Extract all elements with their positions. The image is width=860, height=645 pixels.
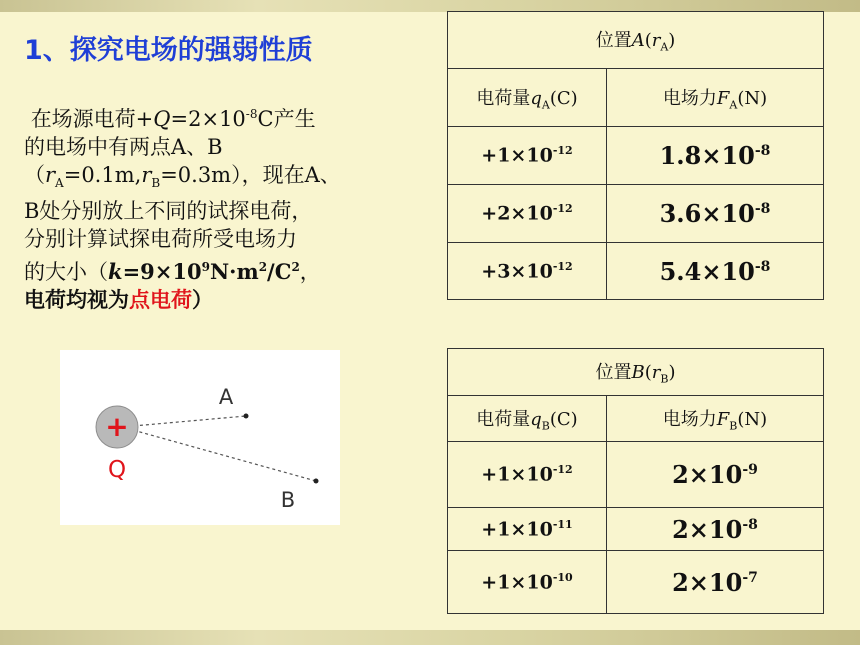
table-b-r3-charge: $+1\times 10^{-10}$ <box>448 551 607 614</box>
charge-plus-sign: + <box>105 410 129 443</box>
table-row <box>448 185 824 243</box>
table-b-header: 位置$B(r_B)$ <box>448 349 824 396</box>
para-line-2: 的电场中有两点A、B <box>24 135 223 159</box>
table-b-r2-charge: $+1\times 10^{-11}$ <box>448 508 607 551</box>
slide-title: 1、探究电场的强弱性质 <box>24 35 313 66</box>
table-row <box>448 243 824 300</box>
table-a-r2-charge: $+2\times 10^{-12}$ <box>448 185 607 243</box>
problem-paragraph <box>24 100 424 314</box>
table-row <box>448 551 824 614</box>
table-position-b <box>447 348 824 614</box>
point-a-dot <box>244 414 249 419</box>
charge-diagram <box>60 350 340 525</box>
table-b-r3-force: $2\times 10^{-7}$ <box>607 551 824 614</box>
table-b-col-force: 电场力$F_B(N)$ <box>607 396 824 442</box>
point-a-label: A <box>218 385 234 409</box>
charge-label-q: Q <box>107 457 127 483</box>
para-line-7: 电荷均视为点电荷） <box>24 287 213 313</box>
table-a-header: 位置$A(r_A)$ <box>448 12 824 69</box>
line-to-a <box>122 416 246 427</box>
table-b-r1-charge: $+1\times 10^{-12}$ <box>448 442 607 508</box>
para-line-5: 分别计算试探电荷所受电场力 <box>24 227 297 252</box>
table-a-col-charge: 电荷量$q_A(C)$ <box>448 69 607 127</box>
table-a-r3-force: $5.4\times 10^{-8}$ <box>607 243 824 300</box>
table-row <box>448 508 824 551</box>
table-b-col-charge: 电荷量$q_B(C)$ <box>448 396 607 442</box>
table-position-a <box>447 11 824 300</box>
table-a-r1-charge: $+1\times 10^{-12}$ <box>448 127 607 185</box>
table-a-r1-force: $1.8\times 10^{-8}$ <box>607 127 824 185</box>
para-line-4: B处分别放上不同的试探电荷， <box>24 199 313 224</box>
line-to-b <box>122 427 316 481</box>
point-b-dot <box>314 479 319 484</box>
table-a-r2-force: $3.6\times 10^{-8}$ <box>607 185 824 243</box>
bottom-decor-stripe <box>0 630 860 645</box>
table-row <box>448 442 824 508</box>
para-line-6: 的大小（$k=9\times 10^9N\cdot m^2/C^2$， <box>24 259 321 285</box>
table-a-col-force: 电场力$F_A(N)$ <box>607 69 824 127</box>
table-row <box>448 127 824 185</box>
para-line-3: $(r_A=0.1m,r_B=0.3m)$，现在A、 <box>24 163 341 191</box>
point-b-label: B <box>280 488 296 512</box>
para-line-1: 在场源电荷$+Q=2\times 10^{-8}C$产生 <box>30 107 316 131</box>
table-b-r2-force: $2\times 10^{-8}$ <box>607 508 824 551</box>
table-a-r3-charge: $+3\times 10^{-12}$ <box>448 243 607 300</box>
table-b-r1-force: $2\times 10^{-9}$ <box>607 442 824 508</box>
